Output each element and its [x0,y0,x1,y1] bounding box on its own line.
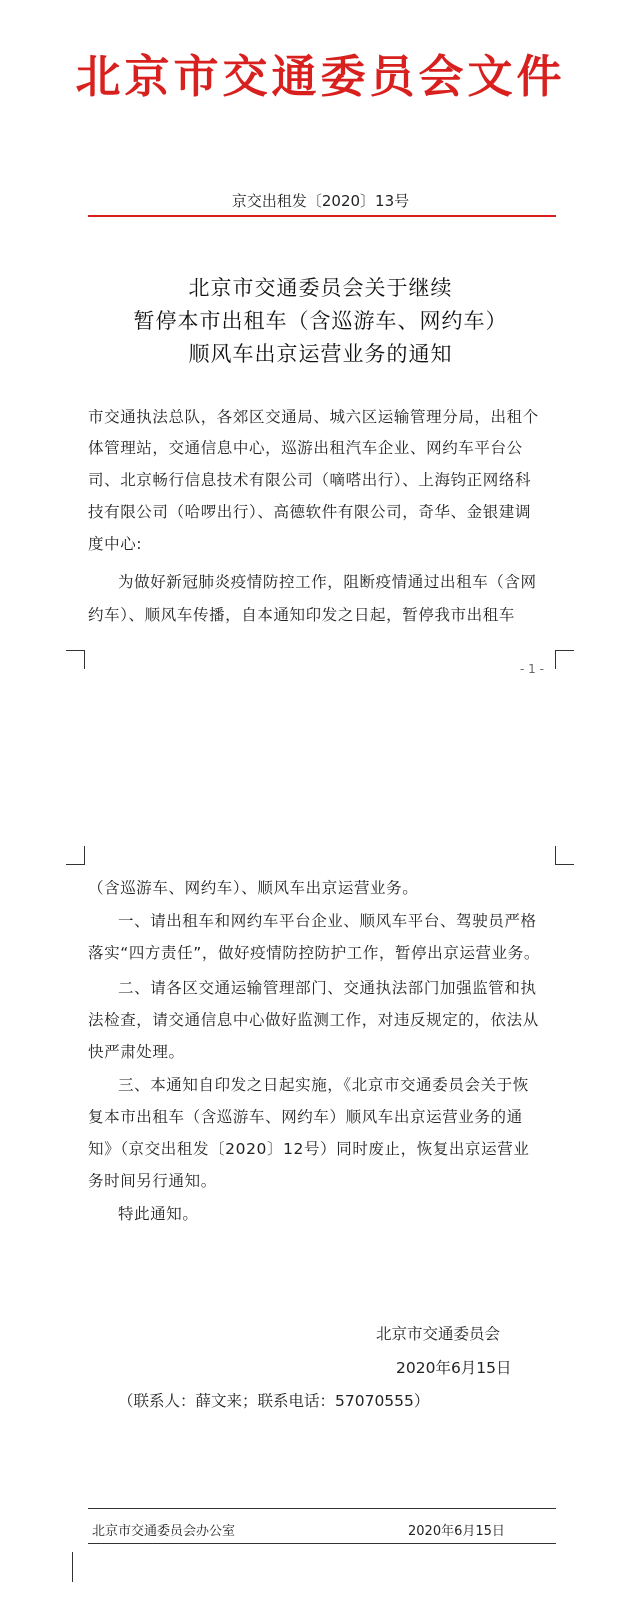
intro-line: 约车）、顺风车传播，自本通知印发之日起，暂停我市出租车 [88,606,515,624]
footer-bottom-rule [88,1543,556,1544]
item-line: 务时间另行通知。 [88,1172,217,1190]
notice-title-line-1: 北京市交通委员会关于继续 [188,276,453,300]
intro-continuation: （含巡游车、网约车）、顺风车出京运营业务。 [88,879,419,897]
recipients-line: 体管理站，交通信息中心，巡游出租汽车企业、网约车平台公 [88,439,523,457]
page-corner-mark [555,650,574,669]
item-line: 法检查，请交通信息中心做好监测工作，对违反规定的，依法从 [88,1011,539,1029]
page-corner-mark [555,846,574,865]
page-corner-mark [66,846,85,865]
signature-organization: 北京市交通委员会 [376,1325,501,1343]
item-line: 二、请各区交通运输管理部门、交通执法部门加强监管和执 [118,979,537,997]
item-line: 落实“四方责任”，做好疫情防控防护工作，暂停出京运营业务。 [88,944,540,962]
item-line: 知》（京交出租发〔2020〕12号）同时废止，恢复出京运营业 [88,1140,530,1158]
page-corner-mark [72,1552,73,1582]
recipients-line: 市交通执法总队，各郊区交通局、城六区运输管理分局，出租个 [88,408,539,426]
page-corner-mark [66,650,85,669]
footer-office: 北京市交通委员会办公室 [92,1524,236,1539]
document-header-title: 北京市交通委员会文件 [75,50,566,103]
recipients-line: 度中心: [88,535,143,553]
signature-date: 2020年6月15日 [396,1359,512,1377]
notice-title-line-3: 顺风车出京运营业务的通知 [188,342,453,366]
item-line: 快严肃处理。 [88,1043,185,1061]
footer-date: 2020年6月15日 [408,1524,505,1539]
contact-info: （联系人：薛文来；联系电话：57070555） [118,1392,430,1410]
item-line: 一、请出租车和网约车平台企业、顺风车平台、驾驶员严格 [118,912,537,930]
footer-top-rule [88,1508,556,1509]
document-number: 京交出租发〔2020〕13号 [231,192,410,210]
item-line: 复本市出租车（含巡游车、网约车）顺风车出京运营业务的通 [88,1108,523,1126]
page-number: - 1 - [520,662,544,676]
recipients-line: 司、北京畅行信息技术有限公司（嘀嗒出行）、上海钧正网络科 [88,471,532,489]
red-divider [88,215,556,217]
closing-text: 特此通知。 [118,1205,199,1223]
item-line: 三、本通知自印发之日起实施，《北京市交通委员会关于恢 [118,1076,529,1094]
intro-line: 为做好新冠肺炎疫情防控工作，阻断疫情通过出租车（含网 [118,573,537,591]
recipients-line: 技有限公司（哈啰出行）、高德软件有限公司，奇华、金银建调 [88,503,532,521]
notice-title-line-2: 暂停本市出租车（含巡游车、网约车） [133,309,508,333]
